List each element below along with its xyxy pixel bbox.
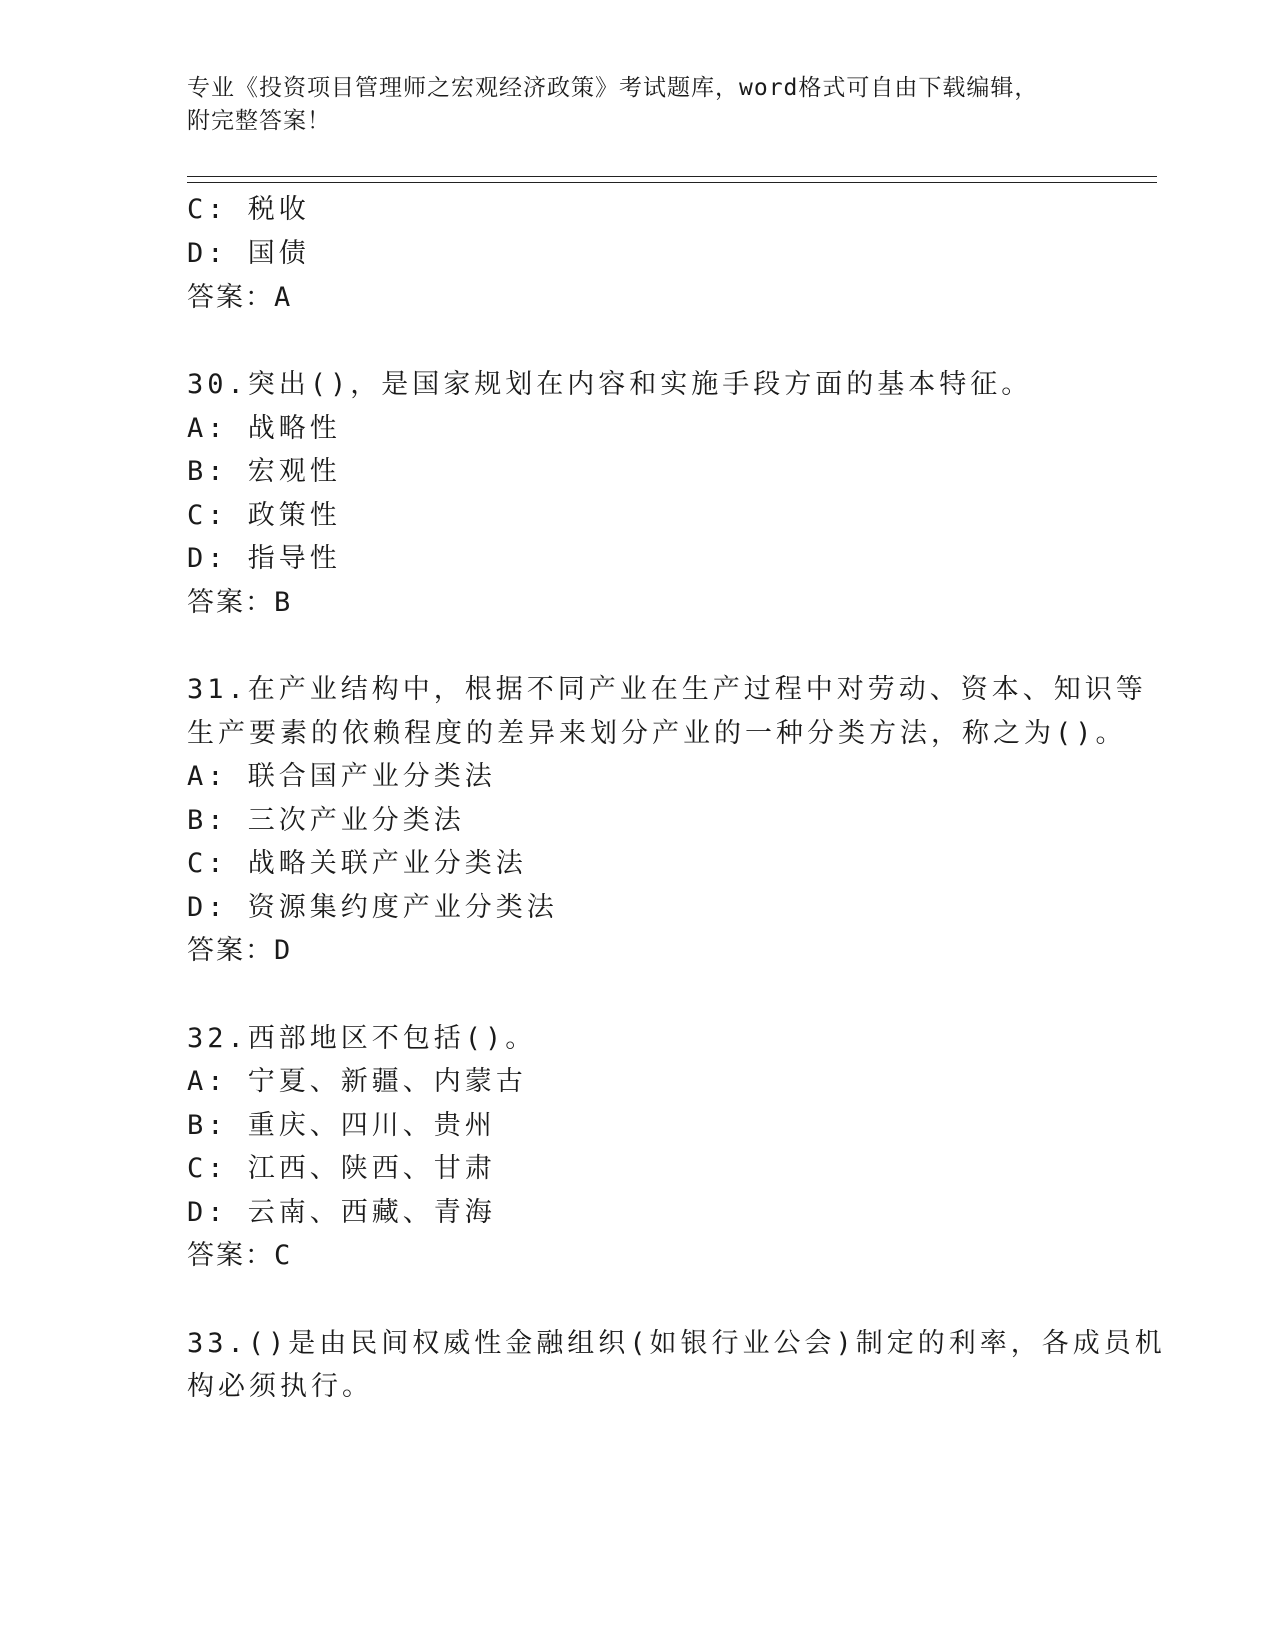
answer-value: A xyxy=(274,282,291,313)
header-divider-top xyxy=(187,176,1157,177)
question-stem: 33.()是由民间权威性金融组织(如银行业公会)制定的利率，各成员机 xyxy=(187,1328,1166,1359)
question-stem-cont: 构必须执行。 xyxy=(187,1371,373,1402)
page-header xyxy=(187,72,1157,138)
header-line-1: 专业《投资项目管理师之宏观经济政策》考试题库，word格式可自由下载编辑， xyxy=(187,75,1039,101)
question-stem-cont: 生产要素的依赖程度的差异来划分产业的一种分类方法，称之为()。 xyxy=(187,718,1127,749)
answer-value: D xyxy=(274,935,291,966)
option-a: A: 宁夏、新疆、内蒙古 xyxy=(187,1066,527,1097)
question-stem: 31.在产业结构中，根据不同产业在生产过程中对劳动、资本、知识等 xyxy=(187,674,1147,705)
header-divider-bottom xyxy=(187,182,1157,183)
option-a: A: 联合国产业分类法 xyxy=(187,761,496,792)
answer-label: 答案： xyxy=(187,282,274,313)
answer-label: 答案： xyxy=(187,587,274,618)
header-line-2: 附完整答案！ xyxy=(187,108,331,134)
option-d: D: 资源集约度产业分类法 xyxy=(187,892,558,923)
answer-value: B xyxy=(274,587,291,618)
option-d: D: 指导性 xyxy=(187,543,341,574)
option-b: B: 宏观性 xyxy=(187,456,341,487)
answer-label: 答案： xyxy=(187,935,274,966)
option-c: C: 政策性 xyxy=(187,500,341,531)
option-c: C: 战略关联产业分类法 xyxy=(187,848,527,879)
option-b: B: 重庆、四川、贵州 xyxy=(187,1110,496,1141)
question-stem: 30.突出()，是国家规划在内容和实施手段方面的基本特征。 xyxy=(187,369,1033,400)
option-a: A: 战略性 xyxy=(187,413,341,444)
option-d: D: 云南、西藏、青海 xyxy=(187,1197,496,1228)
option-c: C: 江西、陕西、甘肃 xyxy=(187,1153,496,1184)
option-b: B: 三次产业分类法 xyxy=(187,805,465,836)
answer xyxy=(187,585,290,621)
option-c: C: 税收 xyxy=(187,194,310,225)
question-stem: 32.西部地区不包括()。 xyxy=(187,1023,537,1054)
answer xyxy=(187,280,290,316)
option-d: D: 国债 xyxy=(187,238,310,269)
answer-label: 答案： xyxy=(187,1240,274,1271)
answer-value: C xyxy=(274,1240,291,1271)
answer xyxy=(187,933,290,969)
answer xyxy=(187,1238,290,1274)
